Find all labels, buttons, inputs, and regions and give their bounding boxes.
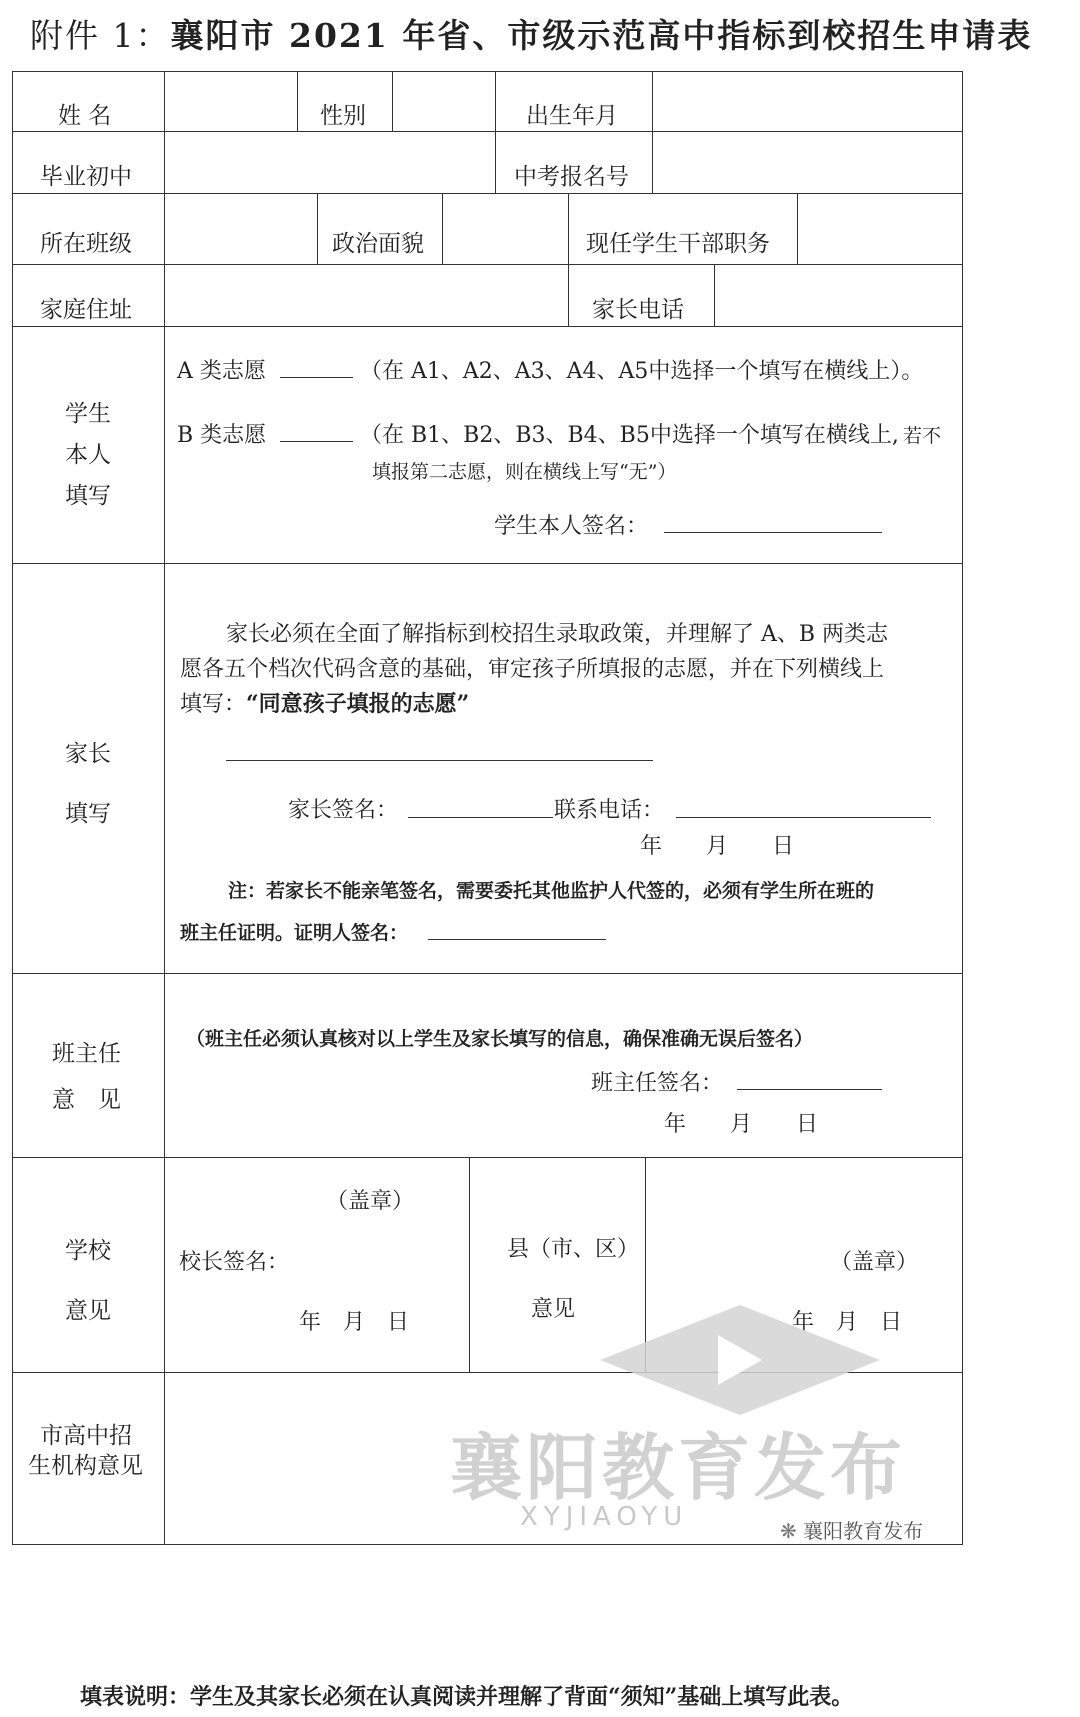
title-prefix: 附件 1： (30, 16, 171, 55)
teacher-note: （班主任必须认真核对以上学生及家长填写的信息，确保准确无误后签名） (186, 1028, 814, 1050)
witness-sign-line[interactable] (428, 939, 606, 940)
parent-phone-label-2: 联系电话： (554, 798, 665, 823)
cell-divider (442, 193, 443, 264)
b-choice-label: B 类志愿 (177, 423, 267, 448)
watermark-text: 襄阳教育发布 (450, 1426, 907, 1510)
a-choice-line[interactable] (280, 377, 353, 378)
row-divider (12, 1157, 963, 1158)
political-label: 政治面貌 (332, 231, 424, 257)
exam-number-label: 中考报名号 (514, 164, 629, 190)
cell-divider (392, 71, 393, 132)
parent-label-1: 家长 (65, 741, 111, 767)
table-border-right (962, 71, 963, 1545)
watermark-logo-icon (590, 1300, 890, 1420)
teacher-label-2: 意 见 (52, 1087, 121, 1113)
b-choice-note-end: 若不 (903, 425, 942, 447)
student-label-3: 填写 (65, 483, 111, 509)
cell-divider (714, 264, 715, 326)
b-choice-note: （在 B1、B2、B3、B4、B5中选择一个填写在横线上, (360, 423, 899, 448)
footer-note: 填表说明：学生及其家长必须在认真阅读并理解了背面“须知”基础上填写此表。 (80, 1684, 854, 1710)
a-choice-note: （在 A1、A2、A3、A4、A5中选择一个填写在横线上）。 (360, 359, 924, 384)
wechat-account (780, 1515, 923, 1544)
county-opinion-label-2: 意见 (531, 1297, 576, 1322)
principal-sign-label: 校长签名： (179, 1250, 290, 1275)
county-opinion-label-1: 县（市、区） (507, 1237, 640, 1262)
cell-divider (652, 71, 653, 193)
school-date: 年 月 日 (299, 1310, 410, 1335)
b-choice-line[interactable] (280, 441, 353, 442)
wechat-account-name: 襄阳教育发布 (803, 1519, 924, 1543)
row-divider (12, 563, 963, 564)
row-divider (12, 131, 963, 132)
student-label-2: 本人 (65, 442, 111, 468)
parent-note-2: 班主任证明。证明人签名： (180, 922, 409, 944)
parent-para-3-prefix: 填写： (180, 692, 247, 717)
teacher-label-1: 班主任 (52, 1041, 121, 1067)
student-sign-line[interactable] (664, 532, 882, 533)
parent-note-1: 注：若家长不能亲笔签名，需要委托其他监护人代签的，必须有学生所在班的 (228, 880, 875, 902)
parent-para-2: 愿各五个档次代码含意的基础，审定孩子所填报的志愿，并在下列横线上 (180, 657, 885, 682)
cell-divider (495, 71, 496, 193)
row-divider (12, 193, 963, 194)
city-label-2: 生机构意见 (28, 1453, 143, 1479)
school-opinion-label-1: 学校 (65, 1238, 111, 1264)
address-label: 家庭住址 (40, 297, 132, 323)
row-divider (12, 264, 963, 265)
school-stamp: （盖章） (326, 1189, 415, 1214)
parent-date: 年 月 日 (640, 834, 795, 859)
county-date: 年 月 日 (792, 1310, 903, 1335)
teacher-date: 年 月 日 (664, 1112, 819, 1137)
table-border-top (12, 71, 963, 72)
table-border-left (12, 71, 13, 1545)
parent-agree-line[interactable] (226, 760, 653, 761)
wechat-icon: ❋ (780, 1519, 797, 1543)
birth-label: 出生年月 (526, 103, 618, 129)
table-border-bottom (12, 1544, 963, 1545)
cell-divider (317, 193, 318, 264)
parent-sign-label: 家长签名： (288, 798, 399, 823)
parent-sign-line[interactable] (408, 817, 553, 818)
school-opinion-label-2: 意见 (65, 1298, 111, 1324)
watermark-subtext: XYJIAOYU (520, 1502, 689, 1532)
page-title (30, 10, 1032, 57)
parent-para-1: 家长必须在全面了解指标到校招生录取政策，并理解了 A、B 两类志 (226, 622, 889, 647)
row-divider (12, 973, 963, 974)
a-choice-label: A 类志愿 (177, 359, 266, 384)
parent-agree-text: “同意孩子填报的志愿” (246, 691, 470, 717)
student-sign-label: 学生本人签名： (494, 514, 649, 539)
parent-phone-label: 家长电话 (592, 297, 684, 323)
cell-divider (797, 193, 798, 264)
parent-phone-line[interactable] (676, 817, 931, 818)
cell-divider (469, 1157, 470, 1372)
cell-divider (568, 193, 569, 326)
student-label-1: 学生 (65, 401, 111, 427)
label-column-divider (164, 71, 165, 1545)
city-label-1: 市高中招 (40, 1423, 132, 1449)
parent-para-3 (180, 687, 469, 718)
b-choice-note-2: 填报第二志愿，则在横线上写“无”） (372, 461, 677, 483)
name-label: 姓 名 (58, 103, 112, 129)
title-main: 襄阳市 2021 年省、市级示范高中指标到校招生申请表 (170, 16, 1033, 55)
parent-label-2: 填写 (65, 801, 111, 827)
row-divider (12, 326, 963, 327)
cadre-label: 现任学生干部职务 (586, 231, 770, 257)
gender-label: 性别 (320, 103, 366, 129)
teacher-sign-label: 班主任签名： (591, 1071, 724, 1096)
teacher-sign-line[interactable] (737, 1089, 882, 1090)
county-stamp: （盖章） (830, 1250, 919, 1275)
cell-divider (297, 71, 298, 132)
school-label: 毕业初中 (40, 164, 132, 190)
class-label: 所在班级 (40, 231, 132, 257)
